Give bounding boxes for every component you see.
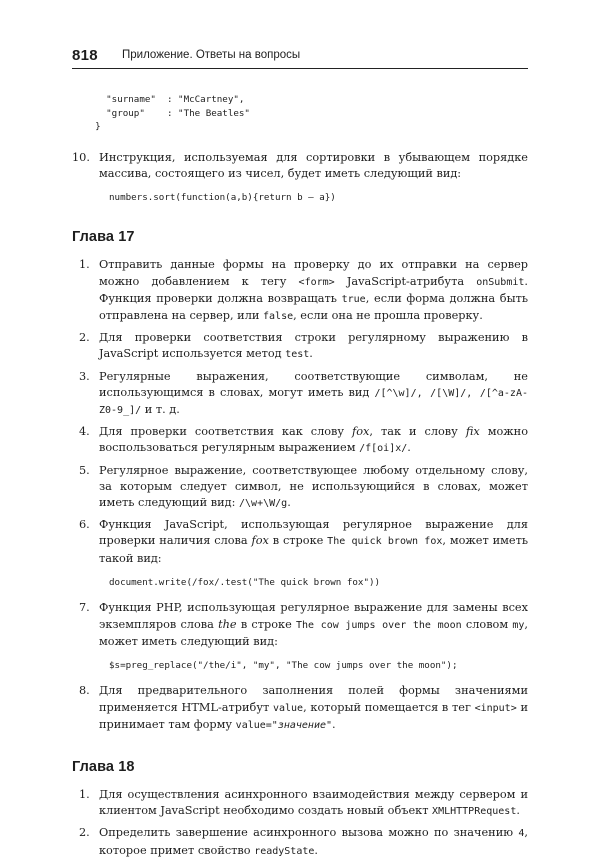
ch17-answer-3: 3. Регулярные выражения, соответствующие символам, не использующимся в словах, могут иметь вид /[^\w]/, /[\W]/, /[^a-zA-Z0-9_]/ и т. д. [79,369,528,417]
ch17-answer-5: 5. Регулярное выражение, соответствующее любому отдельному слову, за которым следует символ, не использующийся в словах, может иметь следующий вид: /\w+\W/g. [79,463,528,510]
code-sample: document.write(/fox/.test("The quick brown fox")) [109,576,381,588]
code-sample: $s=preg_replace("/the/i", "my", "The cow jumps over the moon"); [109,659,458,671]
header-rule [72,68,528,69]
code-sample: numbers.sort(function(a,b){return b – a}) [109,191,336,203]
ch17-answer-2: 2. Для проверки соответствия строки регулярному выражению в JavaScript используется метод test. [79,331,528,361]
chapter-18-heading: Глава 18 [72,759,135,776]
ch17-answer-7: 7. Функция PHP, использующая регулярное выражение для замены всех экземпляров слова the в строке The cow jumps over the moon словом my, может иметь следующий вид: [79,601,528,648]
ch17-answer-8: 8. Для предварительного заполнения полей формы значениями применяется HTML-атрибут value, который помещается в тег <input> и принимает там форму value="значение". [79,684,528,731]
running-title: Приложение. Ответы на вопросы [122,49,301,61]
ch18-answer-2: 2. Определить завершение асинхронного вызова можно по значению 4, которое примет свойство readyState. [79,826,528,857]
page-number: 818 [72,47,98,64]
answer-10: 10. Инструкция, используемая для сортировки в убывающем порядке массива, состоящего из чисел, будет иметь следующий вид: [72,150,528,180]
top-code-fragment: "surname" : "McCartney", "group" : "The Beatles" } [84,94,250,132]
ch18-answer-1: 1. Для осуществления асинхронного взаимодействия между сервером и клиентом JavaScript необходимо создать новый объект XMLHTTPRequest. [79,788,528,818]
ch17-answer-4: 4. Для проверки соответствия как слову fox, так и слову fix можно воспользоваться регулярным выражением /f[oi]x/. [79,425,529,455]
chapter-17-heading: Глава 17 [72,229,135,246]
answer-number: 10. [72,150,90,164]
ch17-answer-1: 1. Отправить данные формы на проверку до их отправки на сервер можно добавлением к тегу <form> JavaScript-атрибута onSubmit. Функция проверки должна возвращать true, если форма должна быть отправлена на сервер, или false, если она не прошла проверку. [79,258,528,323]
page-body [72,93,528,860]
ch17-answer-6: 6. Функция JavaScript, использующая регулярное выражение для проверки наличия слова fox в строке The quick brown fox, может иметь такой вид: [79,518,529,565]
running-header [72,47,528,67]
